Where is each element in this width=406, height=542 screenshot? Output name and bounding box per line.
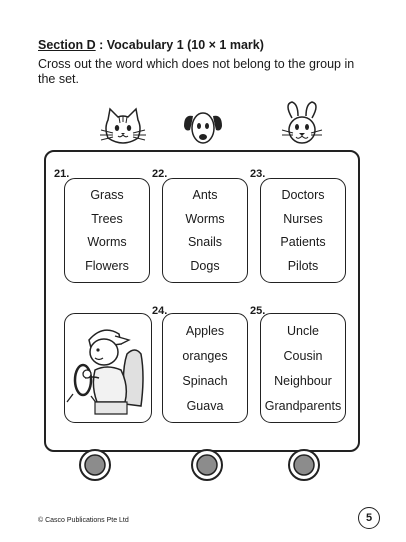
- word-option[interactable]: Worms: [87, 235, 127, 250]
- word-group-24: [162, 313, 248, 423]
- word-option[interactable]: Nurses: [283, 211, 323, 226]
- word-option[interactable]: Doctors: [281, 187, 325, 202]
- word-option[interactable]: Neighbour: [274, 373, 332, 388]
- word-group-25: [260, 313, 346, 423]
- question-number-21: 21.: [54, 168, 70, 180]
- section-label: Section D: [38, 38, 96, 52]
- question-number-25: 25.: [250, 305, 266, 317]
- wheel-icon: [287, 448, 321, 482]
- section-heading: [38, 38, 264, 52]
- word-option[interactable]: Spinach: [182, 373, 228, 388]
- section-title: Vocabulary 1 (10 × 1 mark): [106, 38, 264, 52]
- question-number-23: 23.: [250, 168, 266, 180]
- word-option[interactable]: oranges: [182, 348, 228, 363]
- word-option[interactable]: Flowers: [85, 259, 129, 274]
- wheel-icon: [78, 448, 112, 482]
- word-option[interactable]: Worms: [185, 211, 225, 226]
- copyright-text: © Casco Publications Pte Ltd: [38, 517, 129, 524]
- cat-illustration: [98, 106, 148, 150]
- word-option[interactable]: Apples: [185, 323, 225, 338]
- word-group-21: [64, 178, 150, 283]
- word-option[interactable]: Trees: [91, 211, 123, 226]
- word-option[interactable]: Pilots: [287, 259, 319, 274]
- word-option[interactable]: Patients: [280, 235, 326, 250]
- word-option[interactable]: Cousin: [283, 348, 323, 363]
- word-option[interactable]: Grass: [90, 187, 124, 202]
- wheel-icon: [190, 448, 224, 482]
- word-option[interactable]: Grandparents: [264, 398, 342, 413]
- instruction-text: Cross out the word which does not belong to the group in the set.: [38, 57, 355, 86]
- rabbit-illustration: [276, 100, 328, 150]
- page-number: 5: [358, 507, 380, 529]
- dog-illustration: [180, 104, 226, 150]
- boy-driving-illustration: [65, 314, 150, 421]
- driver-picture-box: [64, 313, 152, 423]
- word-option[interactable]: Guava: [186, 398, 224, 413]
- word-option[interactable]: Ants: [192, 187, 218, 202]
- question-number-22: 22.: [152, 168, 168, 180]
- word-option[interactable]: Dogs: [190, 259, 220, 274]
- word-group-22: [162, 178, 248, 283]
- word-option[interactable]: Snails: [187, 235, 223, 250]
- section-separator: :: [95, 38, 107, 52]
- word-option[interactable]: Uncle: [287, 323, 319, 338]
- word-group-23: [260, 178, 346, 283]
- question-number-24: 24.: [152, 305, 168, 317]
